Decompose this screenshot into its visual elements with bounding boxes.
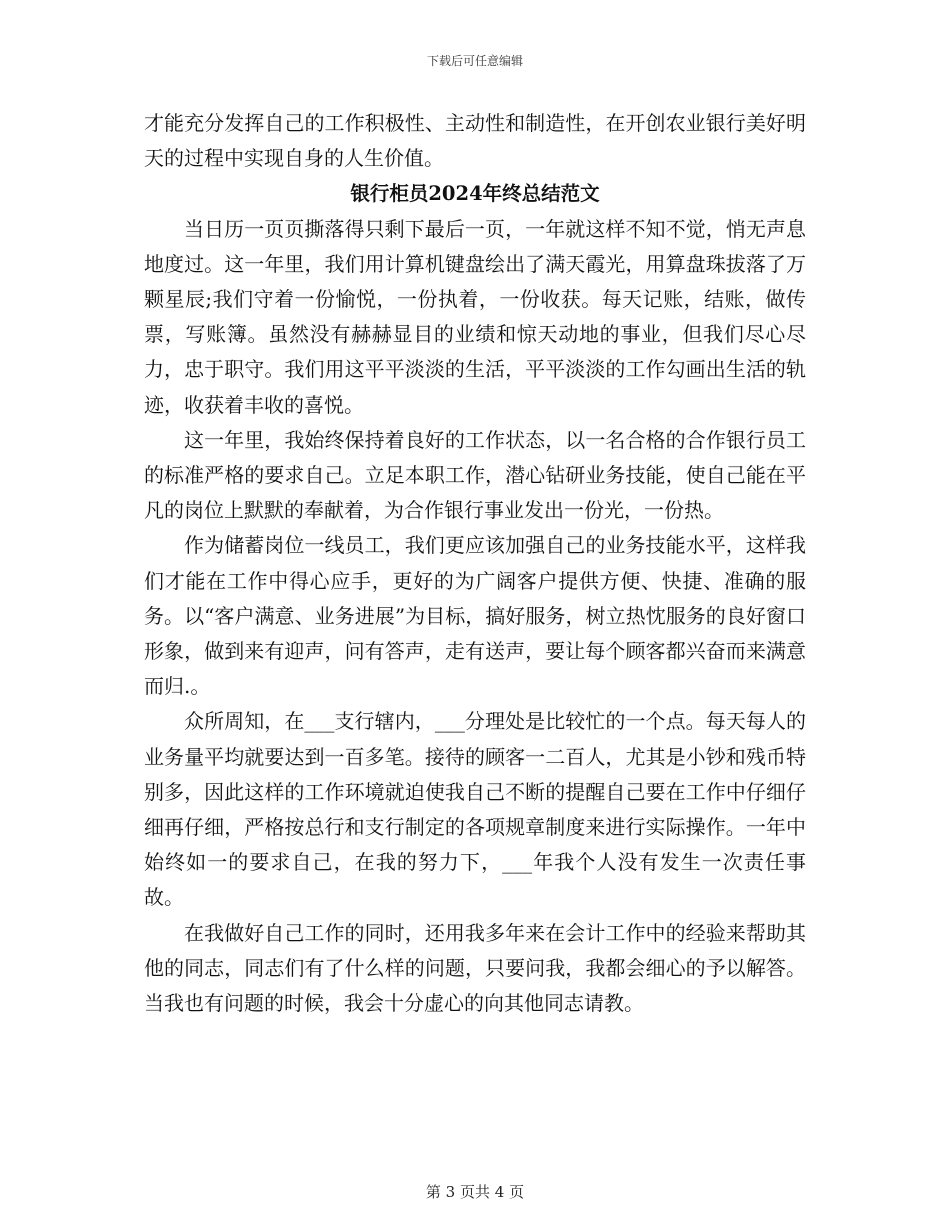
paragraph-5: 在我做好自己工作的同时，还用我多年来在会计工作中的经验来帮助其他的同志，同志们有了什么样的问题，只要问我，我都会细心的予以解答。当我也有问题的时候，我会十分虚心的向其他同志请教。 — [144, 920, 806, 1016]
page-header: 下载后可任意编辑 — [426, 54, 523, 68]
paragraph-4: 众所周知，在___支行辖内，___分理处是比较忙的一个点。每天每人的业务量平均就要达到一百多笔。接待的顾客一二百人，尤其是小钞和残币特别多，因此这样的工作环境就迫使我自己不断的提醒自己要在工作中仔细仔细再仔细，严格按总行和支行制定的各项规章制度来进行实际操作。一年中始终如一的要求自己，在我的努力下，___年我个人没有发生一次责任事故。 — [144, 709, 806, 910]
intro-paragraph: 才能充分发挥自己的工作积极性、主动性和制造性，在开创农业银行美好明天的过程中实现自身的人生价值。 — [144, 111, 806, 171]
document-body — [144, 106, 806, 1021]
document-title: 银行柜员2024年终总结范文 — [350, 182, 600, 206]
paragraph-1: 当日历一页页撕落得只剩下最后一页，一年就这样不知不觉，悄无声息地度过。这一年里，我们用计算机键盘绘出了满天霞光，用算盘珠拔落了万颗星辰;我们守着一份愉悦，一份执着，一份收获。每天记账，结账，做传票，写账簿。虽然没有赫赫显目的业绩和惊天动地的事业，但我们尽心尽力，忠于职守。我们用这平平淡淡的生活，平平淡淡的工作勾画出生活的轨迹，收获着丰收的喜悦。 — [144, 216, 806, 417]
page-footer: 第 3 页共 4 页 — [425, 1183, 525, 1201]
paragraph-3: 作为储蓄岗位一线员工，我们更应该加强自己的业务技能水平，这样我们才能在工作中得心应手，更好的为广阔客户提供方便、快捷、准确的服务。以“客户满意、业务进展”为目标，搞好服务，树立热忱服务的良好窗口形象，做到来有迎声，问有答声，走有送声，要让每个顾客都兴奋而来满意而归.。 — [144, 533, 806, 699]
paragraph-2: 这一年里，我始终保持着良好的工作状态，以一名合格的合作银行员工的标准严格的要求自己。立足本职工作，潜心钻研业务技能，使自己能在平凡的岗位上默默的奉献着，为合作银行事业发出一份光，一份热。 — [144, 427, 806, 523]
